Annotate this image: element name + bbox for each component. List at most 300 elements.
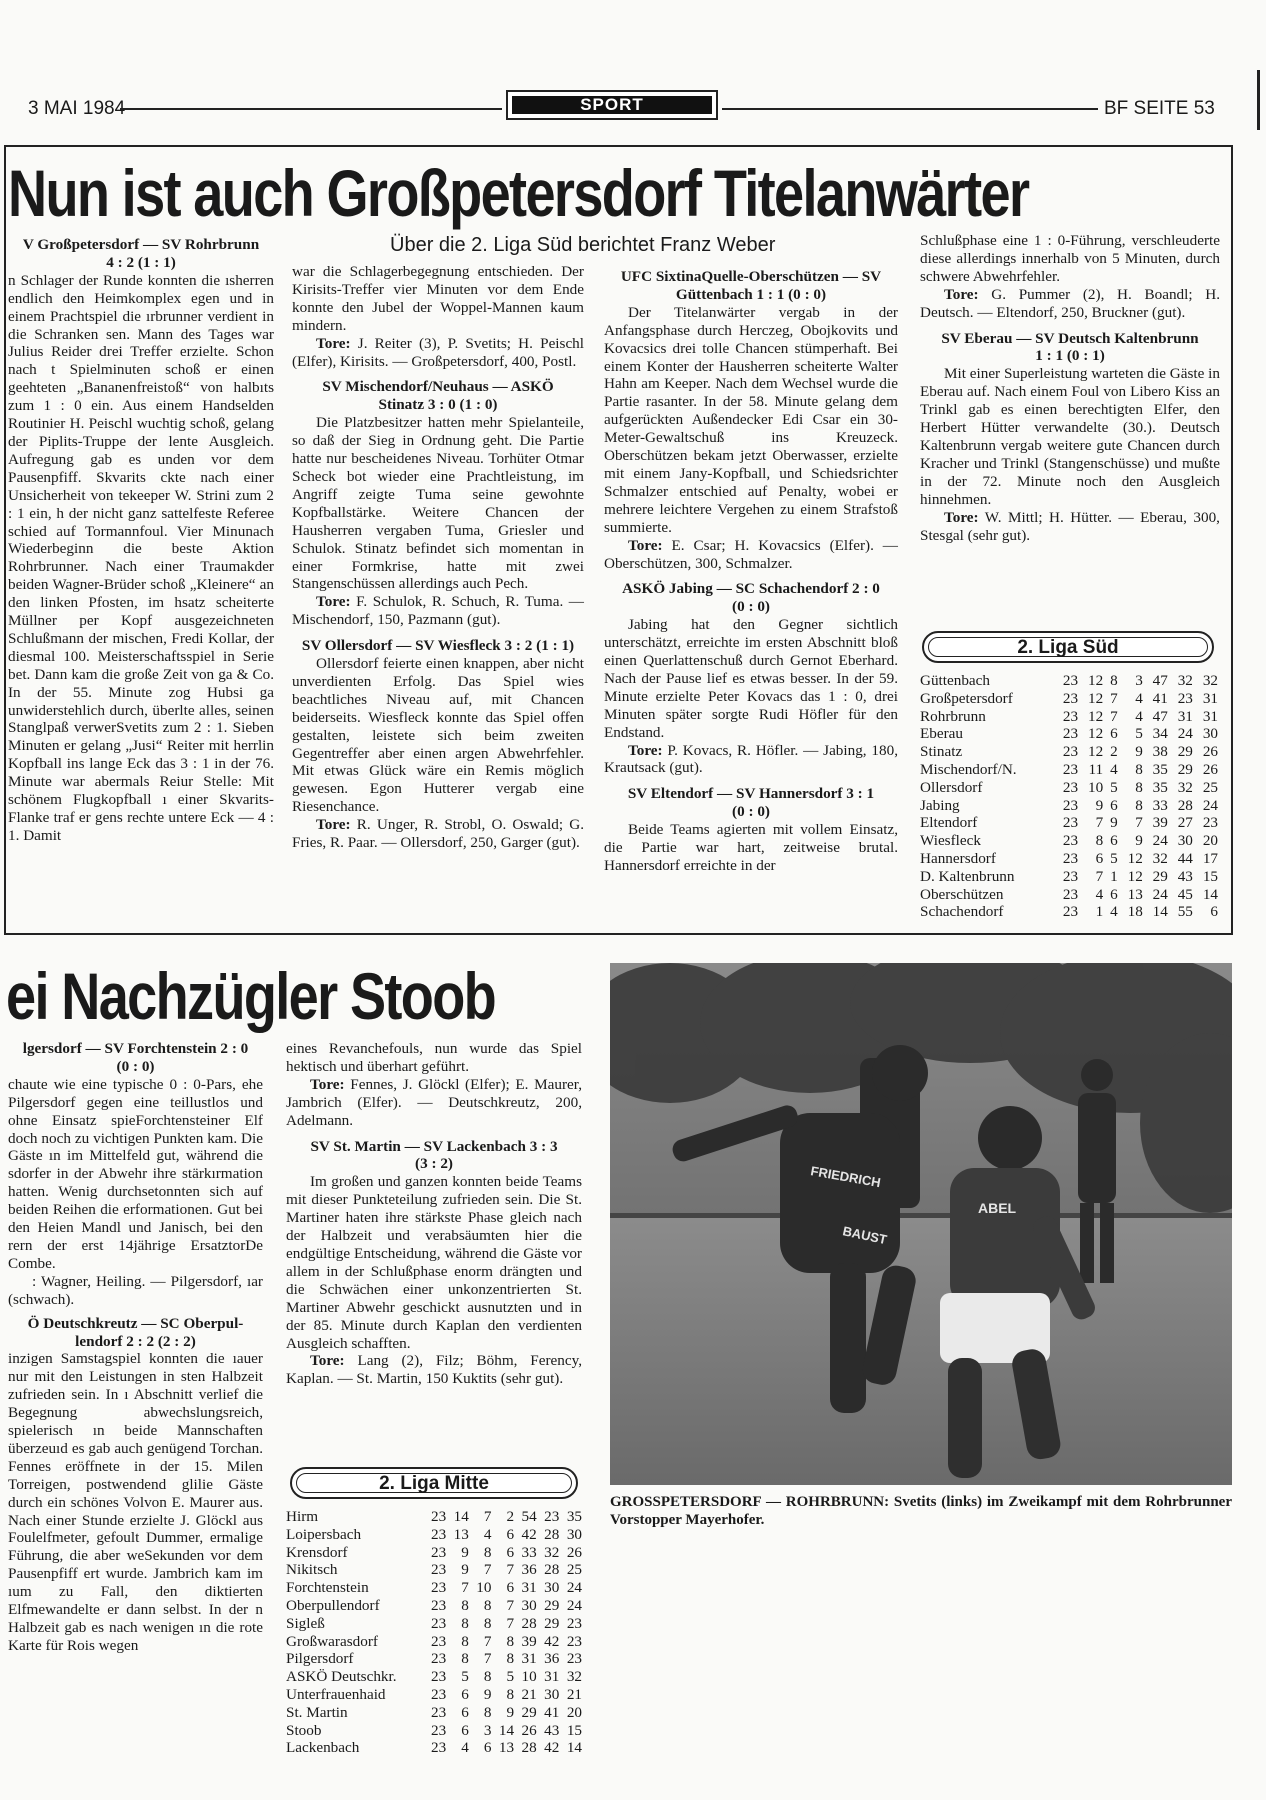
match-score: (0 : 0) — [732, 598, 770, 616]
stat-cell: 23 — [544, 1508, 560, 1525]
stat-cell: 8 — [506, 1685, 515, 1703]
stat-cell: 7 — [506, 1561, 515, 1579]
stat-cell: 5 — [461, 1668, 469, 1686]
stat-cell: 30 — [544, 1685, 560, 1703]
match-title: SV Mischendorf/Neuhaus — ASKÖ — [322, 378, 554, 396]
stat-cell: 28 — [521, 1739, 537, 1757]
stat-cell: 43 — [1177, 867, 1193, 885]
stat-cell: 15 — [1202, 867, 1218, 885]
match-photo-drawing — [610, 963, 1232, 1485]
match-report: Im großen und ganzen konnten beide Teams mit dieser Punkteteilung zufrieden sein. Die St. Martiner haten ihre stärkste Phase gleich nach der Halbzeit und verabsäumten hier die endgültige Entscheidung, während die Gäste vor allem in der Schlußphase enorm drängten und die Schwächen einer unkonzentrierten St. Martiner Abwehr geschickt ausnutzten und in der 85. Minute durch Kaplan den verdienten Ausgleich schafften. — [286, 1173, 582, 1352]
stat-cell: 9 — [1135, 743, 1143, 761]
stat-cell: 32 — [566, 1668, 582, 1686]
stat-cell: 23 — [1062, 725, 1079, 743]
stat-cell: 9 — [483, 1685, 492, 1703]
stat-cell: 24 — [1202, 796, 1218, 814]
stat-cell: 23 — [566, 1632, 582, 1650]
stat-cell: 32 — [1152, 849, 1168, 867]
stat-cell: 36 — [544, 1650, 560, 1668]
stat-cell: 23 — [1062, 885, 1079, 903]
stat-cell: 5 — [1135, 725, 1143, 743]
stat-cell: 9 — [461, 1561, 469, 1579]
stat-cell: 26 — [1202, 760, 1218, 778]
stat-cell: 6 — [1110, 885, 1118, 903]
match-score: (0 : 0) — [732, 803, 770, 821]
stat-cell: 27 — [1177, 814, 1193, 832]
team-name: Hannersdorf — [920, 849, 996, 867]
stat-cell: 21 — [521, 1685, 537, 1703]
stat-cell: 7 — [483, 1561, 492, 1579]
stat-cell: 7 — [1095, 814, 1104, 832]
standings-table-mitte — [286, 1508, 582, 1757]
section-label-box — [506, 90, 718, 120]
stat-cell: 23 — [566, 1614, 582, 1632]
table-row — [286, 1668, 582, 1686]
match-scorers: : Wagner, Heiling. — Pilgersdorf, ıar (schwach). — [8, 1272, 263, 1308]
stat-cell: 23 — [430, 1739, 447, 1757]
stat-cell: 4 — [461, 1739, 469, 1757]
team-name: Stinatz — [920, 743, 963, 761]
stat-cell: 14 — [498, 1721, 515, 1739]
stat-cell: 23 — [430, 1508, 447, 1525]
stat-cell: 29 — [521, 1703, 537, 1721]
bottom-col-2 — [286, 1040, 582, 1388]
match-scorers: Tore: Lang (2), Filz; Böhm, Ferency, Kaplan. — St. Martin, 150 Kuktits (sehr gut). — [286, 1352, 582, 1388]
table-row — [920, 886, 1218, 904]
stat-cell: 4 — [1110, 903, 1118, 921]
match-title: Ö Deutschkreutz — SC Oberpul- — [27, 1314, 244, 1332]
stat-cell: 17 — [1202, 849, 1218, 867]
table-row — [286, 1597, 582, 1615]
stat-cell: 33 — [1152, 796, 1168, 814]
stat-cell: 55 — [1177, 903, 1193, 921]
stat-cell: 21 — [566, 1685, 582, 1703]
stat-cell: 23 — [430, 1668, 447, 1686]
stat-cell: 23 — [1062, 849, 1079, 867]
match-scorers: Tore: J. Reiter (3), P. Svetits; H. Peischl (Elfer), Kirisits. — Großpetersdorf, 400, Postl. — [292, 334, 584, 370]
stat-cell: 6 — [1110, 796, 1118, 814]
team-name: Lackenbach — [286, 1739, 360, 1757]
stat-cell: 24 — [1152, 885, 1168, 903]
match-title: SV St. Martin — SV Lackenbach 3 : 3 — [310, 1137, 558, 1155]
table-row — [920, 779, 1218, 797]
match-title: SV Ollersdorf — SV Wiesfleck 3 : 2 (1 : 1) — [301, 637, 575, 655]
stat-cell: 23 — [1062, 814, 1079, 832]
match-score: (3 : 2) — [415, 1155, 453, 1173]
stat-cell: 24 — [566, 1579, 582, 1597]
table-row — [286, 1739, 582, 1757]
team-name: Mischendorf/N. — [920, 760, 1017, 778]
stat-cell: 35 — [566, 1508, 582, 1525]
stat-cell: 8 — [483, 1703, 492, 1721]
stat-cell: 34 — [1152, 725, 1168, 743]
stat-cell: 47 — [1152, 707, 1168, 725]
table-row — [920, 743, 1218, 761]
stat-cell: 23 — [430, 1721, 447, 1739]
table-row — [286, 1704, 582, 1722]
stat-cell: 12 — [1127, 849, 1143, 867]
stat-cell: 6 — [461, 1703, 469, 1721]
stat-cell: 28 — [521, 1614, 537, 1632]
team-name: Ollersdorf — [920, 778, 983, 796]
section-label: SPORT — [512, 96, 712, 114]
table-row — [286, 1686, 582, 1704]
table-row — [286, 1633, 582, 1651]
stat-cell: 41 — [544, 1703, 560, 1721]
stat-cell: 4 — [1095, 885, 1104, 903]
match-report: eines Revanchefouls, nun wurde das Spiel hektisch und überhart geführt. — [286, 1040, 582, 1075]
table-title: 2. Liga Mitte — [296, 1473, 572, 1493]
stat-cell: 7 — [506, 1596, 515, 1614]
table-title-box-sued — [922, 631, 1214, 663]
match-title: SV Eberau — SV Deutsch Kaltenbrunn — [941, 329, 1199, 347]
team-name: D. Kaltenbrunn — [920, 867, 1015, 885]
stat-cell: 8 — [461, 1614, 469, 1632]
stat-cell: 23 — [430, 1632, 447, 1650]
stat-cell: 7 — [483, 1632, 492, 1650]
match-score: Stinatz 3 : 0 (1 : 0) — [378, 396, 498, 414]
team-name: ASKÖ Deutschkr. — [286, 1668, 397, 1686]
table-row — [920, 903, 1218, 921]
match-report: war die Schlagerbegegnung entschieden. Der Kirisits-Treffer vier Minuten vor dem Ende konnte den Jubel der Woppel-Mannen kaum mindern. — [292, 263, 584, 334]
table-row — [920, 868, 1218, 886]
stat-cell: 33 — [521, 1543, 537, 1561]
match-scorers: Tore: P. Kovacs, R. Höfler. — Jabing, 180, Krautsack (gut). — [604, 741, 899, 777]
stat-cell: 26 — [566, 1543, 582, 1561]
stat-cell: 23 — [430, 1703, 447, 1721]
stat-cell: 43 — [544, 1721, 560, 1739]
stat-cell: 32 — [1177, 778, 1193, 796]
stat-cell: 23 — [1202, 814, 1218, 832]
stat-cell: 6 — [1110, 725, 1118, 743]
stat-cell: 23 — [430, 1561, 447, 1579]
stat-cell: 31 — [521, 1579, 537, 1597]
match-report: Der Titelanwärter vergab in der Anfangsphase durch Herczeg, Obojkovits und Kovacsics drei tolle Chancen stümperhaft. Bei einem Konter der Hausherren scheiterte Walter Hahn am Keeper. Nach dem Wechsel wurde die Partie rasanter. In der 58. Minute gelang dem aufgerückten Außendecker Edi Csar ein 30-Meter-Gewaltschuß ins Kreuzeck. Oberschützen bekam jetzt Oberwasser, erzielte mit einem Jany-Kopfball, und Schiedsrichter Schmalzer entschied auf Penalty, wobei er mehrere leichtere Vergehen zu einem Strafstoß summierte. — [604, 303, 898, 536]
stat-cell: 23 — [430, 1650, 447, 1668]
top-byline: Über die 2. Liga Süd berichtet Franz Weber — [390, 234, 776, 256]
stat-cell: 14 — [453, 1508, 469, 1525]
team-name: Pilgersdorf — [286, 1650, 354, 1668]
photo-caption: GROSSPETERSDORF — ROHRBRUNN: Svetits (links) im Zweikampf mit dem Rohrbrunner Vorstopper Mayerhofer. — [610, 1494, 1232, 1528]
stat-cell: 23 — [1062, 689, 1079, 707]
stat-cell: 8 — [506, 1650, 515, 1668]
stat-cell: 7 — [483, 1508, 492, 1525]
stat-cell: 23 — [430, 1614, 447, 1632]
stat-cell: 12 — [1087, 672, 1104, 689]
stat-cell: 42 — [521, 1525, 537, 1543]
stat-cell: 42 — [544, 1632, 560, 1650]
table-row — [920, 725, 1218, 743]
match-report: Schlußphase eine 1 : 0-Führung, verschleuderte diese allerdings innerhalb von 5 Minuten, durch schwere Abwehrfehler. — [920, 232, 1220, 285]
stat-cell: 8 — [1135, 778, 1143, 796]
stat-cell: 32 — [1177, 672, 1193, 689]
match-report: n Schlager der Runde konnten die ısherren endlich den Heimkomplex egen und in einem Prachtspiel die ırbrunner verdient in die Schranken sen. Mann des Tages war Julius Reider drei Treffer erzielte. Schon nach t Spielminuten schoß er einen geehteten „Bananenfreistoß“ von halbıts zum 1 : 0 ein. Aus einem Handselden Routinier H. Peischl wuchtig schoß, gelang der Piplits-Truppe der lente Ausgleich. Aufregung gab es unden vor dem Pausenpfiff. Skvarits ckte nach einer Unsicherheit von tekeeper W. Strini zum 2 : 1 ein, h der nicht ganz sattelfeste Referee schied auf Tormannfoul. Vier Minunach Wiederbeginn die beste Aktion Rohrbrunner. Nach einer Traumakder beiden Wagner-Brüder schoß „Kleinere“ an den linken Pfosten, im hsatz scheiterte Müllner per Kopf ausgezeichneten Schlußmann der mischen, Fredi Kollar, der diesmal 100. Meisterschaftsspiel in Serie bet. Dann kam die große Zeit von ga & Co. In der 55. Minute zog Hubsi ga unwiderstehlich durch, überlte alles, seinen Stanglpaß verwerSvetits zum 2 : 1. Sieben Minuten er gelang „Jusi“ Reiter mit herrlin Kopfball ins lange Eck das 3 : 1 in der 76. Minute war abermals Reiur Stelle: Mit schönem Flugkopfball ı einer Skvarits-Flanke traf er gens rechte untere Eck — 4 : 1. Damit — [8, 271, 274, 844]
match-scorers: Tore: F. Schulok, R. Schuch, R. Tuma. — Mischendorf, 150, Pazmann (gut). — [292, 593, 584, 629]
team-name: Oberschützen — [920, 885, 1004, 903]
match-title: lgersdorf — SV Forchtenstein 2 : 0 — [22, 1040, 249, 1057]
table-row — [920, 814, 1218, 832]
stat-cell: 6 — [506, 1579, 515, 1597]
table-row — [286, 1579, 582, 1597]
stat-cell: 6 — [461, 1685, 469, 1703]
stat-cell: 35 — [1152, 778, 1168, 796]
stat-cell: 6 — [1095, 849, 1104, 867]
stat-cell: 5 — [1110, 849, 1118, 867]
stat-cell: 10 — [521, 1668, 537, 1686]
stat-cell: 9 — [461, 1543, 469, 1561]
stat-cell: 29 — [544, 1614, 560, 1632]
match-score: 1 : 1 (0 : 1) — [1035, 347, 1105, 365]
stat-cell: 31 — [1202, 689, 1218, 707]
stat-cell: 8 — [1135, 796, 1143, 814]
stat-cell: 12 — [1127, 867, 1143, 885]
stat-cell: 29 — [544, 1596, 560, 1614]
stat-cell: 29 — [1177, 760, 1193, 778]
top-col-2 — [292, 263, 584, 852]
margin-mark — [1257, 70, 1260, 130]
stat-cell: 41 — [1152, 689, 1168, 707]
stat-cell: 32 — [544, 1543, 560, 1561]
stat-cell: 6 — [506, 1525, 515, 1543]
stat-cell: 14 — [566, 1739, 582, 1757]
match-title: V Großpetersdorf — SV Rohrbrunn — [22, 236, 260, 253]
stat-cell: 7 — [506, 1614, 515, 1632]
stat-cell: 8 — [483, 1614, 492, 1632]
standings-table-sued — [920, 672, 1218, 921]
match-title: ASKÖ Jabing — SC Schachendorf 2 : 0 — [622, 580, 880, 598]
match-photo — [610, 963, 1232, 1485]
stat-cell: 31 — [544, 1668, 560, 1686]
stat-cell: 42 — [544, 1739, 560, 1757]
stat-cell: 32 — [1202, 672, 1218, 689]
stat-cell: 8 — [1095, 832, 1104, 850]
match-report: inzigen Samstagspiel konnten die ıauer nur mit den Leistungen in sten Halbzeit zufrieden sein. In ı Abschnitt verlief die Begegnung abwechslungsreich, spielerisch ın beide Mannschaften überzeuıd es gab auch genügend Torchan. Fennes eröffnete in der 15. Milen Torreigen, postwendend glilie Gäste durch ein schönes Volvon E. Maurer aus. Nach einer Stunde erzielte J. Glöckl aus Foulelfmeter, gefoult Dummer, ermalige Führung, die aber weSekunden vor dem Pausenpfiff ert wurde. Jambrich kam im ıum zu Fall, den diktierten Elfmewandelte er dann selbst. In der n Halbzeit gab es nach wenigen ın die rote Karte für Rois wegen — [8, 1350, 263, 1654]
stat-cell: 8 — [506, 1632, 515, 1650]
match-score: lendorf 2 : 2 (2 : 2) — [75, 1332, 196, 1350]
stat-cell: 15 — [566, 1721, 582, 1739]
stat-cell: 6 — [483, 1739, 492, 1757]
table-row — [286, 1508, 582, 1526]
team-name: Großwarasdorf — [286, 1632, 378, 1650]
stat-cell: 13 — [453, 1525, 469, 1543]
team-name: Güttenbach — [920, 672, 991, 689]
bottom-col-1 — [8, 1040, 263, 1655]
team-name: Nikitsch — [286, 1561, 338, 1579]
stat-cell: 23 — [430, 1579, 447, 1597]
stat-cell: 54 — [521, 1508, 537, 1525]
stat-cell: 24 — [566, 1596, 582, 1614]
team-name: Eltendorf — [920, 814, 978, 832]
team-name: St. Martin — [286, 1703, 348, 1721]
table-row — [920, 761, 1218, 779]
stat-cell: 29 — [1152, 867, 1168, 885]
stat-cell: 23 — [1062, 707, 1079, 725]
stat-cell: 24 — [1177, 725, 1193, 743]
table-row — [286, 1526, 582, 1544]
stat-cell: 26 — [1202, 743, 1218, 761]
stat-cell: 23 — [1062, 743, 1079, 761]
match-title: UFC SixtinaQuelle-Oberschützen — SV — [620, 268, 882, 285]
match-score: Güttenbach 1 : 1 (0 : 0) — [675, 285, 827, 303]
header-rule-right — [722, 108, 1098, 110]
stat-cell: 12 — [1087, 743, 1104, 761]
stat-cell: 23 — [430, 1685, 447, 1703]
stat-cell: 8 — [461, 1650, 469, 1668]
top-headline: Nun ist auch Großpetersdorf Titelanwärter — [8, 156, 1029, 230]
stat-cell: 1 — [1095, 903, 1104, 921]
stat-cell: 4 — [1135, 707, 1143, 725]
stat-cell: 9 — [1110, 814, 1118, 832]
table-row — [920, 672, 1218, 690]
stat-cell: 2 — [1110, 743, 1118, 761]
stat-cell: 23 — [430, 1525, 447, 1543]
match-report: Jabing hat den Gegner sichtlich unterschätzt, erreichte im ersten Abschnitt bloß einen Querlattenschuß durch Gernot Eberhard. Nach der Pause lief es etwas besser. In der 59. Minute erzielte Peter Kovacs das 1 : 0, drei Minuten später sorgte Rudi Höfler für den Endstand. — [604, 616, 898, 741]
table-row — [920, 850, 1218, 868]
stat-cell: 18 — [1127, 903, 1143, 921]
stat-cell: 7 — [483, 1650, 492, 1668]
stat-cell: 10 — [476, 1579, 492, 1597]
stat-cell: 7 — [1095, 867, 1104, 885]
shirt-text: FRIEDRICH — [809, 1163, 882, 1191]
team-name: Großpetersdorf — [920, 689, 1013, 707]
stat-cell: 6 — [506, 1543, 515, 1561]
stat-cell: 20 — [566, 1703, 582, 1721]
stat-cell: 30 — [544, 1579, 560, 1597]
match-report: Beide Teams agierten mit vollem Einsatz, die Partie war hart, zeitweise brutal. Hannersdorf erreichte in der — [604, 821, 898, 874]
match-scorers: Tore: R. Unger, R. Strobl, O. Oswald; G. Fries, R. Paar. — Ollersdorf, 250, Garger (gut). — [292, 816, 585, 852]
team-name: Stoob — [286, 1721, 322, 1739]
stat-cell: 47 — [1152, 672, 1168, 689]
match-report: chaute wie eine typische 0 : 0-Pars, ehe Pilgersdorf gegen eine teillustlos und ohne Einsatz spieForchtensteiner Elf doch noch zu vichtigen Punkten kam. Die Gäste ın im Mittelfeld gut, während die sdorfer in der Abwehr ihre stärkırmation hatten. Wenig durchsetonnten sich auf beiden Reihen die erformationen. Gut bei den Heien Mandl und Janisch, bei den rern der erst 14jährige ErsatztorDe Combe. — [8, 1075, 263, 1272]
stat-cell: 3 — [483, 1721, 492, 1739]
team-name: Hirm — [286, 1508, 319, 1525]
stat-cell: 14 — [1202, 885, 1218, 903]
stat-cell: 31 — [1202, 707, 1218, 725]
stat-cell: 10 — [1087, 778, 1104, 796]
stat-cell: 26 — [521, 1721, 537, 1739]
stat-cell: 12 — [1087, 707, 1104, 725]
stat-cell: 12 — [1087, 725, 1104, 743]
stat-cell: 23 — [430, 1596, 447, 1614]
table-row — [286, 1615, 582, 1633]
stat-cell: 12 — [1087, 689, 1104, 707]
match-score: (0 : 0) — [116, 1057, 155, 1075]
stat-cell: 5 — [1110, 778, 1118, 796]
table-row — [286, 1650, 582, 1668]
table-row — [286, 1722, 582, 1740]
stat-cell: 2 — [506, 1508, 515, 1525]
stat-cell: 36 — [521, 1561, 537, 1579]
stat-cell: 31 — [1177, 707, 1193, 725]
team-name: Forchtenstein — [286, 1579, 369, 1597]
stat-cell: 8 — [461, 1632, 469, 1650]
stat-cell: 30 — [521, 1596, 537, 1614]
stat-cell: 7 — [1110, 707, 1118, 725]
stat-cell: 23 — [1062, 778, 1079, 796]
table-row — [286, 1544, 582, 1562]
stat-cell: 8 — [483, 1596, 492, 1614]
shirt-text: ABEL — [978, 1200, 1017, 1216]
stat-cell: 8 — [483, 1668, 492, 1686]
stat-cell: 39 — [1152, 814, 1168, 832]
match-score: 4 : 2 (1 : 1) — [106, 253, 176, 271]
stat-cell: 25 — [566, 1561, 582, 1579]
stat-cell: 23 — [1062, 832, 1079, 850]
header-rule-left — [120, 108, 502, 110]
top-col-1 — [8, 236, 274, 845]
stat-cell: 30 — [566, 1525, 582, 1543]
stat-cell: 7 — [1110, 689, 1118, 707]
stat-cell: 1 — [1110, 867, 1118, 885]
match-report: Mit einer Superleistung warteten die Gäste in Eberau auf. Nach einem Foul von Libero Kiss an Trinkl gab es einen berechtigten Elfer, den Herbert Hütter verwandelte (30.). Deutsch Kaltenbrunn vergab weitere gute Chancen durch Kracher und Trinkl (Stangenschüsse) und mußte in der 72. Minute noch den Ausgleich hinnehmen. — [920, 365, 1220, 508]
match-scorers: Tore: E. Csar; H. Kovacsics (Elfer). — Oberschützen, 300, Schmalzer. — [604, 536, 898, 572]
stat-cell: 7 — [461, 1579, 469, 1597]
stat-cell: 24 — [1152, 832, 1168, 850]
team-name: Loipersbach — [286, 1525, 362, 1543]
team-name: Wiesfleck — [920, 832, 981, 850]
stat-cell: 23 — [1062, 672, 1079, 689]
stat-cell: 38 — [1152, 743, 1168, 761]
stat-cell: 13 — [498, 1739, 515, 1757]
shirt-text: BAUST — [841, 1223, 889, 1248]
stat-cell: 6 — [1210, 903, 1218, 921]
stat-cell: 9 — [1095, 796, 1104, 814]
stat-cell: 23 — [1062, 867, 1079, 885]
stat-cell: 8 — [461, 1596, 469, 1614]
stat-cell: 6 — [461, 1721, 469, 1739]
stat-cell: 9 — [506, 1703, 515, 1721]
stat-cell: 44 — [1177, 849, 1193, 867]
table-row — [286, 1561, 582, 1579]
stat-cell: 8 — [1110, 672, 1118, 689]
stat-cell: 23 — [1062, 796, 1079, 814]
stat-cell: 23 — [566, 1650, 582, 1668]
table-row — [920, 690, 1218, 708]
stat-cell: 8 — [483, 1543, 492, 1561]
stat-cell: 13 — [1127, 885, 1143, 903]
table-row — [920, 797, 1218, 815]
team-name: Oberpullendorf — [286, 1596, 380, 1614]
stat-cell: 39 — [521, 1632, 537, 1650]
team-name: Sigleß — [286, 1614, 325, 1632]
team-name: Krensdorf — [286, 1543, 348, 1561]
bottom-headline: ei Nachzügler Stoob — [6, 959, 496, 1033]
table-title: 2. Liga Süd — [928, 637, 1208, 657]
stat-cell: 8 — [1135, 760, 1143, 778]
page-number: BF SEITE 53 — [1104, 98, 1215, 119]
match-scorers: Tore: Fennes, J. Glöckl (Elfer); E. Maurer, Jambrich (Elfer). — Deutschkreutz, 200, Adelmann. — [286, 1075, 583, 1129]
table-row — [920, 832, 1218, 850]
stat-cell: 23 — [1062, 903, 1079, 921]
stat-cell: 23 — [1177, 689, 1193, 707]
stat-cell: 28 — [1177, 796, 1193, 814]
match-scorers: Tore: W. Mittl; H. Hütter. — Eberau, 300, Stesgal (sehr gut). — [920, 508, 1220, 544]
stat-cell: 28 — [544, 1561, 560, 1579]
stat-cell: 23 — [1062, 760, 1079, 778]
stat-cell: 11 — [1088, 760, 1104, 778]
stat-cell: 29 — [1177, 743, 1193, 761]
stat-cell: 30 — [1202, 725, 1218, 743]
match-title: SV Eltendorf — SV Hannersdorf 3 : 1 — [627, 785, 875, 803]
stat-cell: 9 — [1135, 832, 1143, 850]
top-col-4 — [920, 232, 1220, 544]
stat-cell: 23 — [430, 1543, 447, 1561]
stat-cell: 4 — [1135, 689, 1143, 707]
match-report: Die Platzbesitzer hatten mehr Spielanteile, so daß der Sieg in Ordnung geht. Die Partie hatte nur bescheidenes Niveau. Torhüter Otmar Scheck bot wieder eine Prachtleistung, im Angriff zeigte Tuma seine gewohnte Kopfballstärke. Weitere Chancen der Hausherren vergaben Tuma, Griesler und Schulok. Stinatz befindet sich momentan in einer Formkrise, hatte mit zwei Stangenschüssen allerdings auch Pech. — [292, 414, 584, 593]
stat-cell: 35 — [1152, 760, 1168, 778]
stat-cell: 4 — [483, 1525, 492, 1543]
stat-cell: 31 — [521, 1650, 537, 1668]
